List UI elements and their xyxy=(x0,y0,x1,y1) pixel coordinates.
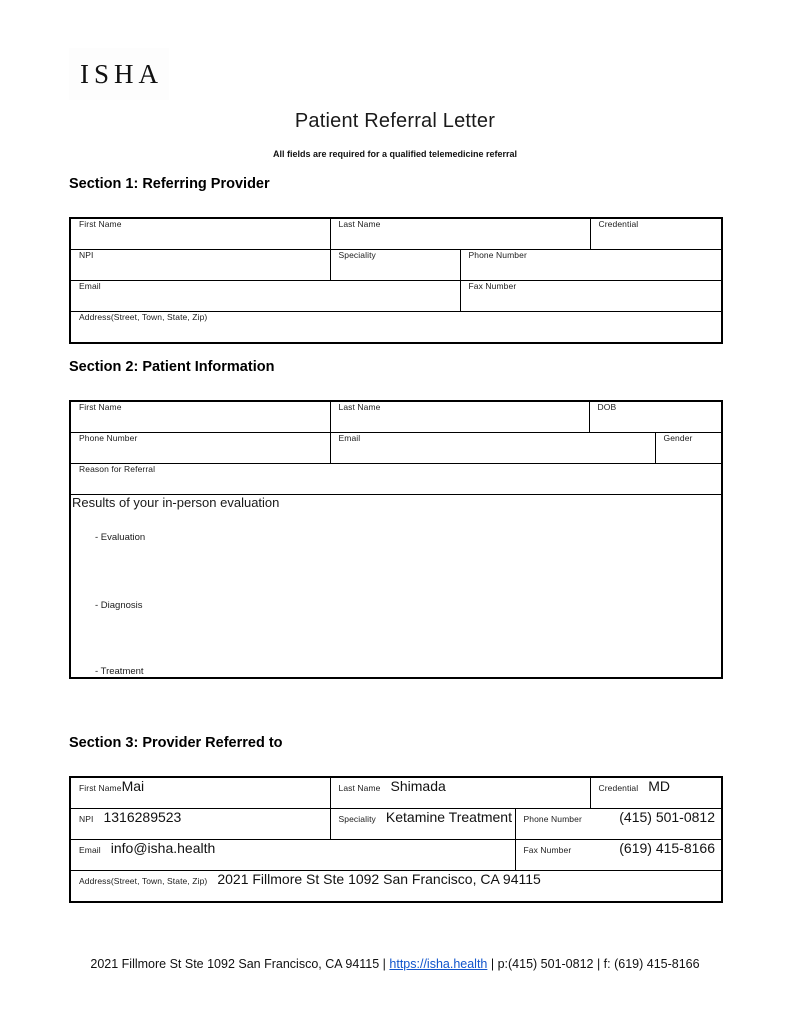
cell-referred-credential[interactable] xyxy=(590,777,722,809)
referred-credential-value: MD xyxy=(648,778,671,794)
section-3-table xyxy=(69,776,723,903)
referred-phone-value: (415) 501-0812 xyxy=(619,809,715,825)
phone-number-label: Phone Number xyxy=(468,250,527,260)
cell-referred-npi[interactable] xyxy=(70,809,330,840)
cell-patient-phone[interactable] xyxy=(70,433,330,464)
page-subtitle: All fields are required for a qualified telemedicine referral xyxy=(272,149,518,159)
cell-referred-address[interactable] xyxy=(70,871,722,903)
cell-patient-last-name[interactable] xyxy=(330,401,589,433)
referred-credential-label: Credential xyxy=(598,783,639,793)
table-row xyxy=(70,250,722,281)
table-row xyxy=(70,433,722,464)
footer-address: 2021 Fillmore St Ste 1092 San Francisco, CA 94115 | xyxy=(90,957,390,971)
cell-reason-for-referral[interactable] xyxy=(70,464,722,495)
page-title: Patient Referral Letter xyxy=(294,110,496,132)
cell-speciality[interactable] xyxy=(330,250,460,281)
cell-email[interactable] xyxy=(70,281,460,312)
evaluation-results-title: Results of your in-person evaluation xyxy=(72,495,280,510)
reason-for-referral-label: Reason for Referral xyxy=(79,464,156,474)
cell-last-name[interactable] xyxy=(330,218,590,250)
cell-npi[interactable] xyxy=(70,250,330,281)
speciality-label: Speciality xyxy=(338,250,376,260)
section-3-heading: Section 3: Provider Referred to xyxy=(69,735,283,751)
footer-website-link[interactable]: https://isha.health xyxy=(389,957,488,971)
referred-address-label: Address(Street, Town, State, Zip) xyxy=(79,876,208,886)
last-name-label: Last Name xyxy=(338,219,381,229)
section-2-heading: Section 2: Patient Information xyxy=(69,359,275,375)
evaluation-item-diagnosis: - Diagnosis xyxy=(95,600,143,611)
section-2-table xyxy=(69,400,723,679)
address-label: Address(Street, Town, State, Zip) xyxy=(79,312,208,322)
cell-referred-speciality[interactable] xyxy=(330,809,515,840)
logo-text: ISHA xyxy=(79,58,163,89)
table-row xyxy=(70,809,722,840)
cell-first-name[interactable] xyxy=(70,218,330,250)
cell-address[interactable] xyxy=(70,312,722,344)
cell-patient-gender[interactable] xyxy=(655,433,722,464)
referred-fax-label: Fax Number xyxy=(523,845,572,855)
cell-patient-dob[interactable] xyxy=(589,401,722,433)
table-row xyxy=(70,281,722,312)
patient-dob-label: DOB xyxy=(597,402,617,412)
isha-logo xyxy=(69,48,169,100)
evaluation-item-treatment: - Treatment xyxy=(95,666,144,677)
cell-fax-number[interactable] xyxy=(460,281,722,312)
patient-gender-label: Gender xyxy=(663,433,693,443)
table-row xyxy=(70,401,722,433)
referred-email-value: info@isha.health xyxy=(110,840,216,856)
referred-address-value: 2021 Fillmore St Ste 1092 San Francisco, CA 94115 xyxy=(217,871,541,887)
referred-last-name-label: Last Name xyxy=(338,783,381,793)
npi-label: NPI xyxy=(79,250,94,260)
patient-last-name-label: Last Name xyxy=(338,402,381,412)
referred-npi-value: 1316289523 xyxy=(103,809,182,825)
table-row xyxy=(70,777,722,809)
referred-speciality-value: Ketamine Treatment xyxy=(385,809,512,825)
cell-patient-email[interactable] xyxy=(330,433,655,464)
fax-number-label: Fax Number xyxy=(468,281,517,291)
credential-label: Credential xyxy=(598,219,639,229)
cell-referred-email[interactable] xyxy=(70,840,515,871)
evaluation-item-evaluation: - Evaluation xyxy=(95,532,146,543)
cell-referred-phone[interactable] xyxy=(515,809,722,840)
page-footer xyxy=(0,957,790,971)
referred-fax-value: (619) 415-8166 xyxy=(619,840,715,856)
referred-email-label: Email xyxy=(79,845,101,855)
cell-credential[interactable] xyxy=(590,218,722,250)
referred-npi-label: NPI xyxy=(79,814,94,824)
first-name-label: First Name xyxy=(79,219,122,229)
patient-first-name-label: First Name xyxy=(79,402,122,412)
cell-referred-last-name[interactable] xyxy=(330,777,590,809)
referred-speciality-label: Speciality xyxy=(338,814,376,824)
table-row xyxy=(70,312,722,344)
patient-phone-label: Phone Number xyxy=(79,433,138,443)
cell-phone-number[interactable] xyxy=(460,250,722,281)
table-row xyxy=(70,495,722,679)
section-1-table xyxy=(69,217,723,344)
cell-referred-first-name[interactable] xyxy=(70,777,330,809)
section-1-heading: Section 1: Referring Provider xyxy=(69,176,270,192)
cell-referred-fax[interactable] xyxy=(515,840,722,871)
email-label: Email xyxy=(79,281,101,291)
table-row xyxy=(70,464,722,495)
footer-contact: | p:(415) 501-0812 | f: (619) 415-8166 xyxy=(487,957,700,971)
referred-first-name-value: Mai xyxy=(121,778,145,794)
patient-email-label: Email xyxy=(338,433,361,443)
referred-phone-label: Phone Number xyxy=(523,814,582,824)
table-row xyxy=(70,218,722,250)
table-row xyxy=(70,840,722,871)
cell-patient-first-name[interactable] xyxy=(70,401,330,433)
table-row xyxy=(70,871,722,903)
cell-evaluation-results[interactable] xyxy=(70,495,722,679)
referred-first-name-label: First Name xyxy=(79,783,122,793)
referred-last-name-value: Shimada xyxy=(390,778,446,794)
